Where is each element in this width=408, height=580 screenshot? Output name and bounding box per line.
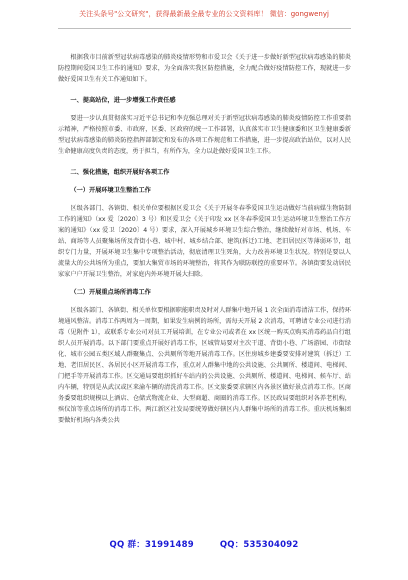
section-1-heading: 一、提高站位，进一步增强工作责任感: [70, 97, 176, 104]
intro-paragraph: 根据我市目前新型冠状病毒感染的肺炎疫情形势和市爱卫会《关于进一步做好新型冠状病毒感染的肺炎防控期间爱国卫生工作的通知》要求，为全面落实我区防控措施，全力配合做好疫情防控工作，现就进一步做好爱国卫生有关工作通知如下。: [58, 54, 351, 83]
subsection-1-paragraph: 区级各部门、各镇街、相关单位要根据区爱卫会《关于开展冬春季爱国卫生运动做好当前病媒生物防制工作的通知》（xx 爱〔2020〕3 号）和区爱卫会《关于印发 xx 区冬春季爱国卫生运动环境卫生整治工作方案的通知》（xx 爱卫〔2020〕4 号）要求，深入开展城乡环境卫生综合整治，继续做好对市场、机场、车站、商场等人员聚集场所及背街小巷、城中村、城乡结合部、建筑(拆迁)工地、老旧居民区等薄弱环节，组织专门力量，开展环境卫生集中专项整治活动，彻底清理卫生死角，大力改善环境卫生状况。特别是要以人流量大的公共场所为重点，要加大集贸市场的环境整治，将其作为联防联控的重要环节。各镇街要发动居民家家户户开展卫生整治，对家庭内外环境开展大扫除。: [58, 205, 351, 278]
section-1-paragraph: 要进一步认真贯彻落实习近平总书记和李克强总理对关于新型冠状病毒感染的肺炎疫情防控工作重要指示精神，严格按照市委、市政府，区委、区政府的统一工作部署，认真落实市卫生健康委和区卫生健康委新型冠状病毒感染的肺炎防控指挥部制定和发布的各项工作规范和工作措施，进一步提高政治站位，以对人民生命健康高度负责的态度，勇于担当，有所作为，全力以赴做好爱国卫生工作。: [58, 115, 351, 155]
subsection-2-paragraph: 区级各部门、各镇街、相关单位要根据职能职责及时对人群集中地开展 1 次全面消毒清洁工作，保持环境通风整洁。消毒工作两周为一周期，如果发生病例的场所，需每天开展 2 次消毒，可聘请专业公司进行消毒（见附件 1），或联系专业公司对员工开展培训，在专业公司或者在 xx 区统一购买点购买消毒药品自行组织人员开展消毒。以下部门要重点开展好消毒工作，区城管局要对主次干道、背街小巷、广场游园、市街绿化、城市公园五类区域人群聚集点、公共厕所等地开展消毒工作。区住房城乡建委要安排对建筑（拆迁）工地、老旧居民区、各居民小区开展消毒工作，重点对人群集中地的公共设施、公共厕所、楼道间、电梯间、门把手等开展消毒工作。区交通局要组织抓好车站内的公共设施、公共厕所、楼道间、电梯间、候车厅、站内车辆，特别是从武汉或区来渝车辆的清洗消毒工作。区文旅委要求辖区内各景区做好景点消毒工作。区商务委要组织规模以上酒店、仓储式物流企业、大型商超、商圈的消毒工作。区民政局要组织对各养老机构，殡仪馆等重点场所的消毒工作。两江新区社发局要统筹做好辖区内人群集中场所的消毒工作。重庆机场集团要做好机场内各类公共: [58, 307, 351, 424]
document-body: [58, 52, 351, 426]
qq-group-label: QQ 群：31991489: [109, 540, 194, 550]
section-2-heading: 二、强化措施，组织开展好各项工作: [70, 169, 170, 176]
promo-header: 关注头条号"公文研究"，获得最新最全最专业的公文资料库！ 微信：gongwenyj: [79, 10, 329, 18]
subsection-1-heading: （一）开展环境卫生整治工作: [70, 187, 151, 194]
header-divider: [58, 28, 351, 29]
subsection-2-heading: （二）开展重点场所消毒工作: [70, 289, 151, 296]
contact-footer: [0, 538, 408, 550]
qq-number-label: QQ：535304092: [219, 540, 299, 550]
